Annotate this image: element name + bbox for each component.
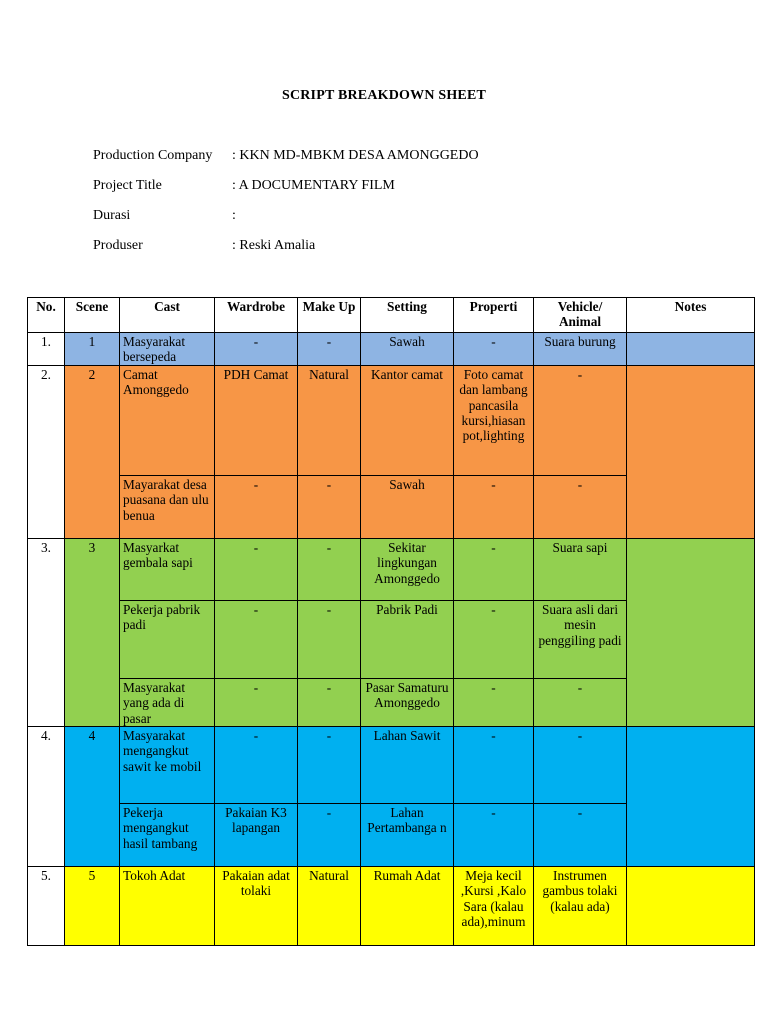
meta-value: : — [232, 208, 236, 223]
cell-cast: Masyarakat bersepeda — [120, 333, 215, 366]
cell-cast: Masyarkat gembala sapi — [120, 538, 215, 600]
table-row — [28, 538, 755, 600]
cell-properti: Foto camat dan lambang pancasila kursi,hiasan pot,lighting — [454, 365, 534, 475]
cell-setting: Rumah Adat — [361, 867, 454, 946]
meta-value: : KKN MD-MBKM DESA AMONGGEDO — [232, 148, 479, 163]
cell-cast: Masyarakat yang ada di pasar — [120, 678, 215, 726]
cell-makeup: Natural — [298, 365, 361, 475]
cell-scene: 4 — [65, 727, 120, 867]
cell-wardrobe: - — [215, 475, 298, 538]
cell-scene: 1 — [65, 333, 120, 366]
cell-cast: Masyarakat mengangkut sawit ke mobil — [120, 727, 215, 804]
cell-no: 3. — [28, 538, 65, 726]
cell-wardrobe: Pakaian K3 lapangan — [215, 804, 298, 867]
cell-cast: Pekerja mengangkut hasil tambang — [120, 804, 215, 867]
cell-makeup: Natural — [298, 867, 361, 946]
cell-properti: - — [454, 333, 534, 366]
table-row — [28, 727, 755, 804]
cell-vehicle: Suara burung — [534, 333, 627, 366]
cell-properti: - — [454, 804, 534, 867]
table-row — [28, 867, 755, 946]
document-title: SCRIPT BREAKDOWN SHEET — [281, 88, 487, 103]
cell-no: 2. — [28, 365, 65, 538]
cell-cast: Mayarakat desa puasana dan ulu benua — [120, 475, 215, 538]
table-row — [28, 365, 755, 475]
meta-label: Durasi — [93, 208, 131, 223]
header-notes: Notes — [627, 298, 755, 333]
meta-value: : Reski Amalia — [232, 238, 316, 253]
cell-vehicle: - — [534, 804, 627, 867]
cell-vehicle: - — [534, 678, 627, 726]
header-cast: Cast — [120, 298, 215, 333]
cell-no: 5. — [28, 867, 65, 946]
cell-properti: - — [454, 475, 534, 538]
header-no: No. — [28, 298, 65, 333]
cell-wardrobe: PDH Camat — [215, 365, 298, 475]
cell-wardrobe: - — [215, 600, 298, 678]
header-scene: Scene — [65, 298, 120, 333]
meta-value: : A DOCUMENTARY FILM — [232, 178, 395, 193]
cell-setting: Pabrik Padi — [361, 600, 454, 678]
cell-properti: - — [454, 538, 534, 600]
cell-wardrobe: - — [215, 538, 298, 600]
cell-cast: Tokoh Adat — [120, 867, 215, 946]
cell-makeup: - — [298, 678, 361, 726]
cell-notes — [627, 365, 755, 538]
cell-wardrobe: - — [215, 678, 298, 726]
cell-cast: Camat Amonggedo — [120, 365, 215, 475]
cell-setting: Sekitar lingkungan Amonggedo — [361, 538, 454, 600]
cell-wardrobe: - — [215, 727, 298, 804]
cell-no: 4. — [28, 727, 65, 867]
cell-makeup: - — [298, 333, 361, 366]
cell-notes — [627, 727, 755, 867]
cell-setting: Sawah — [361, 475, 454, 538]
meta-label: Produser — [93, 238, 143, 253]
cell-vehicle: - — [534, 727, 627, 804]
cell-makeup: - — [298, 727, 361, 804]
cell-makeup: - — [298, 600, 361, 678]
header-wardrobe: Wardrobe — [215, 298, 298, 333]
header-properti: Properti — [454, 298, 534, 333]
cell-cast: Pekerja pabrik padi — [120, 600, 215, 678]
cell-setting: Kantor camat — [361, 365, 454, 475]
table-header-row — [28, 298, 755, 333]
cell-setting: Lahan Pertambanga n — [361, 804, 454, 867]
cell-properti: - — [454, 678, 534, 726]
cell-setting: Sawah — [361, 333, 454, 366]
meta-label: Production Company — [93, 148, 213, 163]
meta-label: Project Title — [93, 178, 162, 193]
cell-scene: 2 — [65, 365, 120, 538]
cell-properti: Meja kecil ,Kursi ,Kalo Sara (kalau ada),minum — [454, 867, 534, 946]
cell-properti: - — [454, 727, 534, 804]
cell-scene: 5 — [65, 867, 120, 946]
cell-vehicle: Suara sapi — [534, 538, 627, 600]
breakdown-table — [27, 297, 755, 946]
cell-setting: Pasar Samaturu Amonggedo — [361, 678, 454, 726]
cell-notes — [627, 333, 755, 366]
cell-vehicle: Instrumen gambus tolaki (kalau ada) — [534, 867, 627, 946]
cell-notes — [627, 538, 755, 726]
cell-notes — [627, 867, 755, 946]
cell-makeup: - — [298, 804, 361, 867]
table-row — [28, 333, 755, 366]
header-makeup: Make Up — [298, 298, 361, 333]
cell-no: 1. — [28, 333, 65, 366]
cell-vehicle: Suara asli dari mesin penggiling padi — [534, 600, 627, 678]
cell-vehicle: - — [534, 365, 627, 475]
cell-makeup: - — [298, 475, 361, 538]
cell-setting: Lahan Sawit — [361, 727, 454, 804]
cell-wardrobe: - — [215, 333, 298, 366]
header-setting: Setting — [361, 298, 454, 333]
cell-vehicle: - — [534, 475, 627, 538]
cell-scene: 3 — [65, 538, 120, 726]
cell-wardrobe: Pakaian adat tolaki — [215, 867, 298, 946]
header-vehicle: Vehicle/ Animal — [534, 298, 627, 333]
cell-makeup: - — [298, 538, 361, 600]
cell-properti: - — [454, 600, 534, 678]
